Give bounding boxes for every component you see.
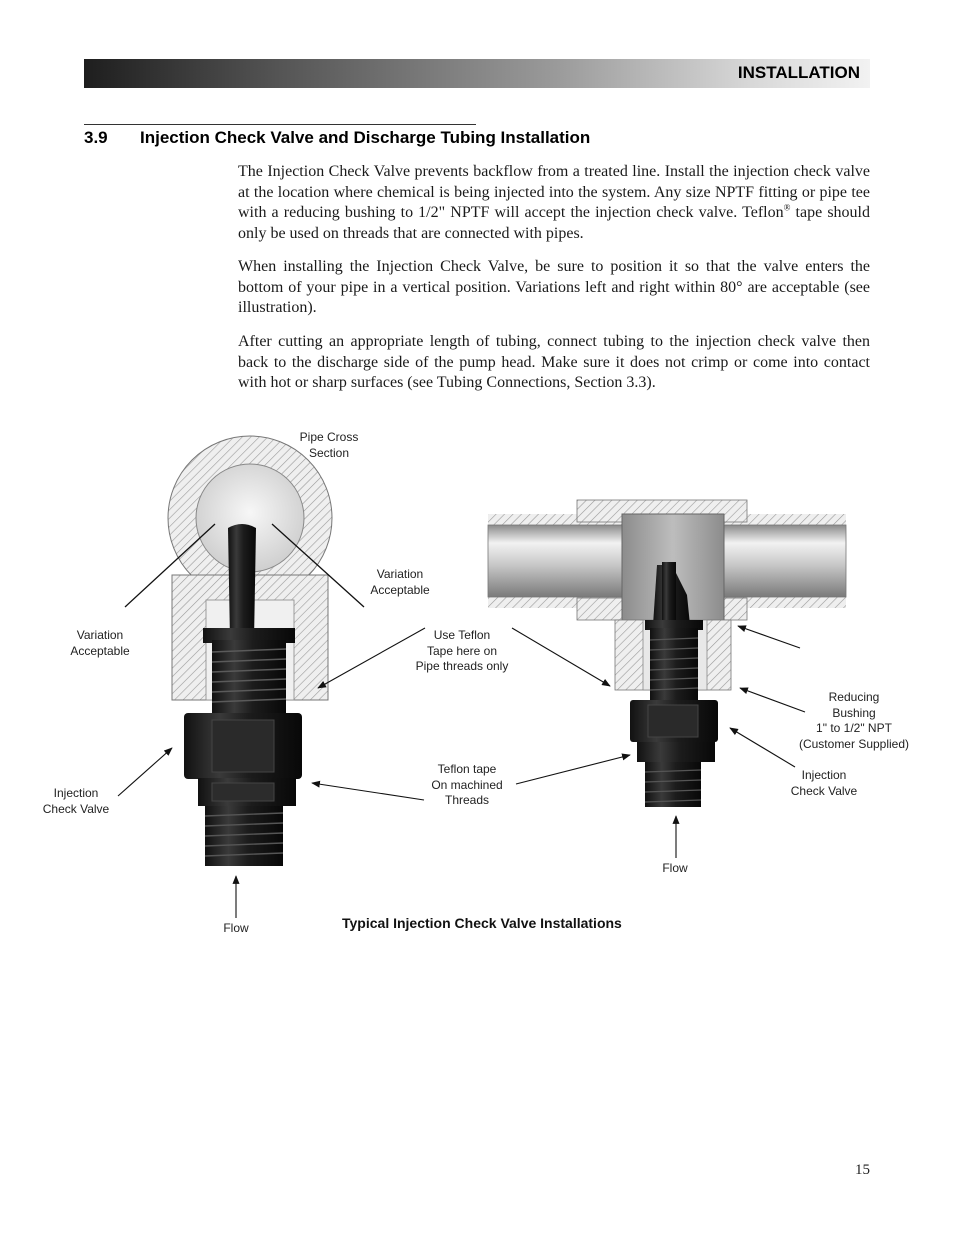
arrow-use-teflon-right — [512, 628, 610, 686]
arrow-teflon-machined-right — [516, 755, 630, 784]
label-variation-acceptable-right: Variation Acceptable — [370, 567, 430, 597]
label-flow-right: Flow — [662, 861, 688, 875]
header-title: INSTALLATION — [737, 63, 860, 82]
paragraph-text: The Injection Check Valve prevents backflow from a treated line. Install the injection check valve at the location where chemical is being injected into the system. Any size NPTF fitting or pipe tee with a reducing bushing to 1/2" NPTF will accept the injection check valve. Teflon — [238, 163, 870, 221]
figure-caption: Typical Injection Check Valve Installations — [342, 915, 622, 931]
label-pipe-cross-section: Pipe Cross Section — [299, 430, 359, 460]
arrow-injection-check-valve-right — [730, 728, 795, 767]
label-teflon-machined-threads: Teflon tape On machined Threads — [431, 762, 503, 807]
label-injection-check-valve-right: Injection Check Valve — [790, 768, 858, 798]
paragraph-text: tape should only be used on threads that are connected with pipes. — [238, 204, 870, 242]
arrow-reducing-bushing-upper — [738, 626, 800, 648]
label-flow-left: Flow — [223, 921, 249, 935]
label-variation-acceptable-left: Variation Acceptable — [70, 628, 130, 658]
page-number: 15 — [855, 1162, 870, 1178]
registered-mark: ® — [783, 202, 791, 213]
section-title: Injection Check Valve and Discharge Tubing Installation — [140, 128, 591, 147]
arrow-teflon-machined-left — [312, 783, 424, 800]
label-use-teflon: Use Teflon Tape here on Pipe threads only — [415, 628, 509, 673]
section-number: 3.9 — [84, 128, 108, 147]
paragraph-positioning: When installing the Injection Check Valve, be sure to position it so that the valve enters the bottom of your pipe in a vertical position. Variations left and right within 80° are acceptable (see illustration). — [238, 258, 870, 316]
label-injection-check-valve-left: Injection Check Valve — [42, 786, 110, 816]
paragraph-tubing: After cutting an appropriate length of tubing, connect tubing to the injection check valve then back to the discharge side of the pump head. Make sure it does not crimp or come into contact with hot or sharp surfaces (see Tubing Connections, Section 3.3). — [238, 333, 870, 391]
label-reducing-bushing: Reducing Bushing 1" to 1/2" NPT (Customer Supplied) — [798, 690, 910, 751]
arrow-injection-check-valve-left — [118, 748, 172, 796]
